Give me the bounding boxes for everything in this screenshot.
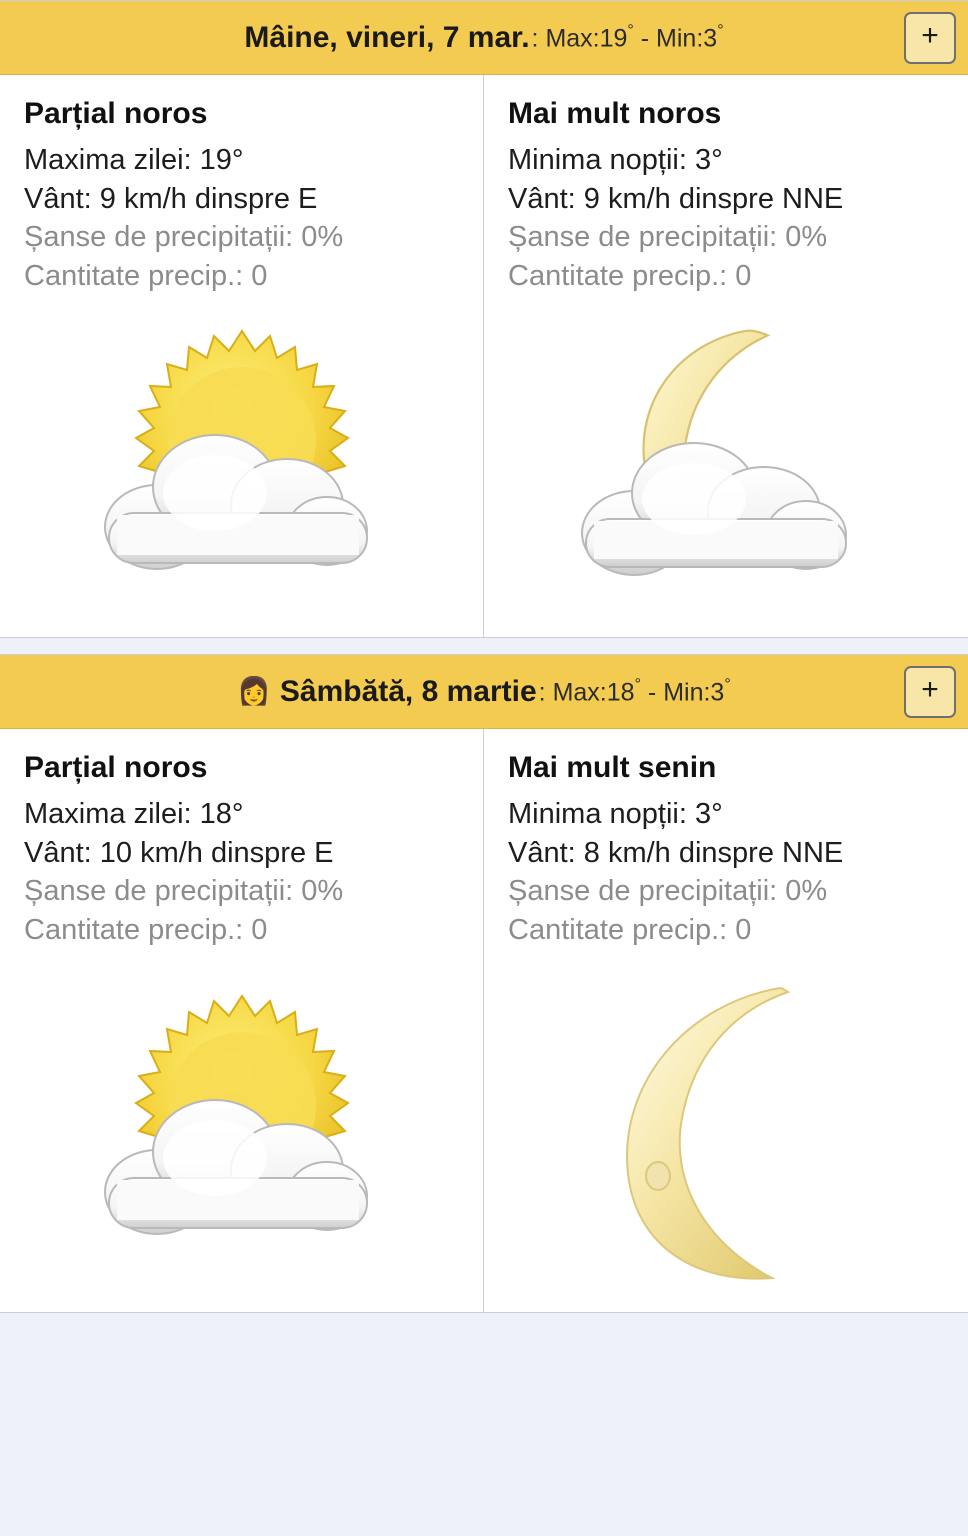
nighttime-precip-amount: Cantitate precip.: 0 <box>508 259 752 292</box>
nighttime-panel <box>484 729 968 1311</box>
degree-symbol: ° <box>634 676 641 694</box>
nighttime-weather-icon-wrap <box>508 950 944 1302</box>
daytime-precip-amount: Cantitate precip.: 0 <box>24 913 268 946</box>
day-title: Sâmbătă, 8 martie <box>279 674 537 708</box>
daytime-precip-amount: Cantitate precip.: 0 <box>24 259 268 292</box>
daytime-temp: Maxima zilei: 18° <box>24 798 244 831</box>
nighttime-wind: Vânt: 9 km/h dinspre NNE <box>508 182 844 215</box>
nighttime-condition: Mai mult noros <box>508 97 722 130</box>
woman-emoji-icon: 👩 <box>237 675 271 706</box>
day-temp-range: : Max:18° - Min:3° <box>538 676 731 707</box>
daytime-weather-icon-wrap <box>24 295 459 627</box>
daytime-condition: Parțial noros <box>24 97 208 130</box>
crescent-moon-icon <box>566 968 886 1288</box>
moon-behind-cloud-icon <box>556 313 896 613</box>
daytime-wind: Vânt: 10 km/h dinspre E <box>24 836 334 869</box>
daytime-panel <box>0 75 484 637</box>
nighttime-precip-chance: Șanse de precipitații: 0% <box>508 221 828 254</box>
daytime-wind: Vânt: 9 km/h dinspre E <box>24 182 318 215</box>
nighttime-weather-icon-wrap <box>508 295 944 627</box>
sun-behind-cloud-icon <box>77 313 407 613</box>
forecast-day-block <box>0 654 968 1312</box>
degree-symbol: ° <box>717 22 724 40</box>
moon-shape <box>627 988 788 1279</box>
nighttime-wind: Vânt: 8 km/h dinspre NNE <box>508 836 844 869</box>
nighttime-panel <box>484 75 968 637</box>
forecast-day-block <box>0 0 968 638</box>
day-range-min: Min:3 <box>663 678 725 707</box>
daytime-condition: Parțial noros <box>24 751 208 785</box>
day-header-text <box>237 675 730 709</box>
day-night-panels <box>0 75 968 637</box>
day-title: Mâine, vineri, 7 mar. <box>244 20 530 54</box>
expand-day-button[interactable]: + <box>904 12 956 64</box>
day-night-panels <box>0 729 968 1311</box>
day-range-min: Min:3 <box>656 24 718 53</box>
day-header[interactable] <box>0 1 968 75</box>
sun-behind-cloud-icon <box>77 978 407 1278</box>
daytime-panel <box>0 729 484 1311</box>
nighttime-temp: Minima nopții: 3° <box>508 798 723 831</box>
cloud-shape <box>582 443 846 575</box>
degree-symbol: ° <box>627 22 634 40</box>
degree-symbol: ° <box>724 676 731 694</box>
moon-crater <box>646 1162 670 1190</box>
nighttime-precip-chance: Șanse de precipitații: 0% <box>508 875 828 908</box>
daytime-precip-chance: Șanse de precipitații: 0% <box>24 221 344 254</box>
nighttime-temp: Minima nopții: 3° <box>508 144 723 176</box>
day-header-text <box>244 21 723 55</box>
nighttime-condition: Mai mult senin <box>508 751 717 785</box>
nighttime-precip-amount: Cantitate precip.: 0 <box>508 913 752 946</box>
day-temp-range: : Max:19° - Min:3° <box>531 22 724 53</box>
daytime-precip-chance: Șanse de precipitații: 0% <box>24 875 344 908</box>
daytime-weather-icon-wrap <box>24 950 459 1302</box>
day-range-max: Max:19 <box>545 24 628 53</box>
day-range-max: Max:18 <box>552 678 635 707</box>
day-header[interactable] <box>0 655 968 729</box>
expand-day-button[interactable]: + <box>904 666 956 718</box>
daytime-temp: Maxima zilei: 19° <box>24 144 244 176</box>
